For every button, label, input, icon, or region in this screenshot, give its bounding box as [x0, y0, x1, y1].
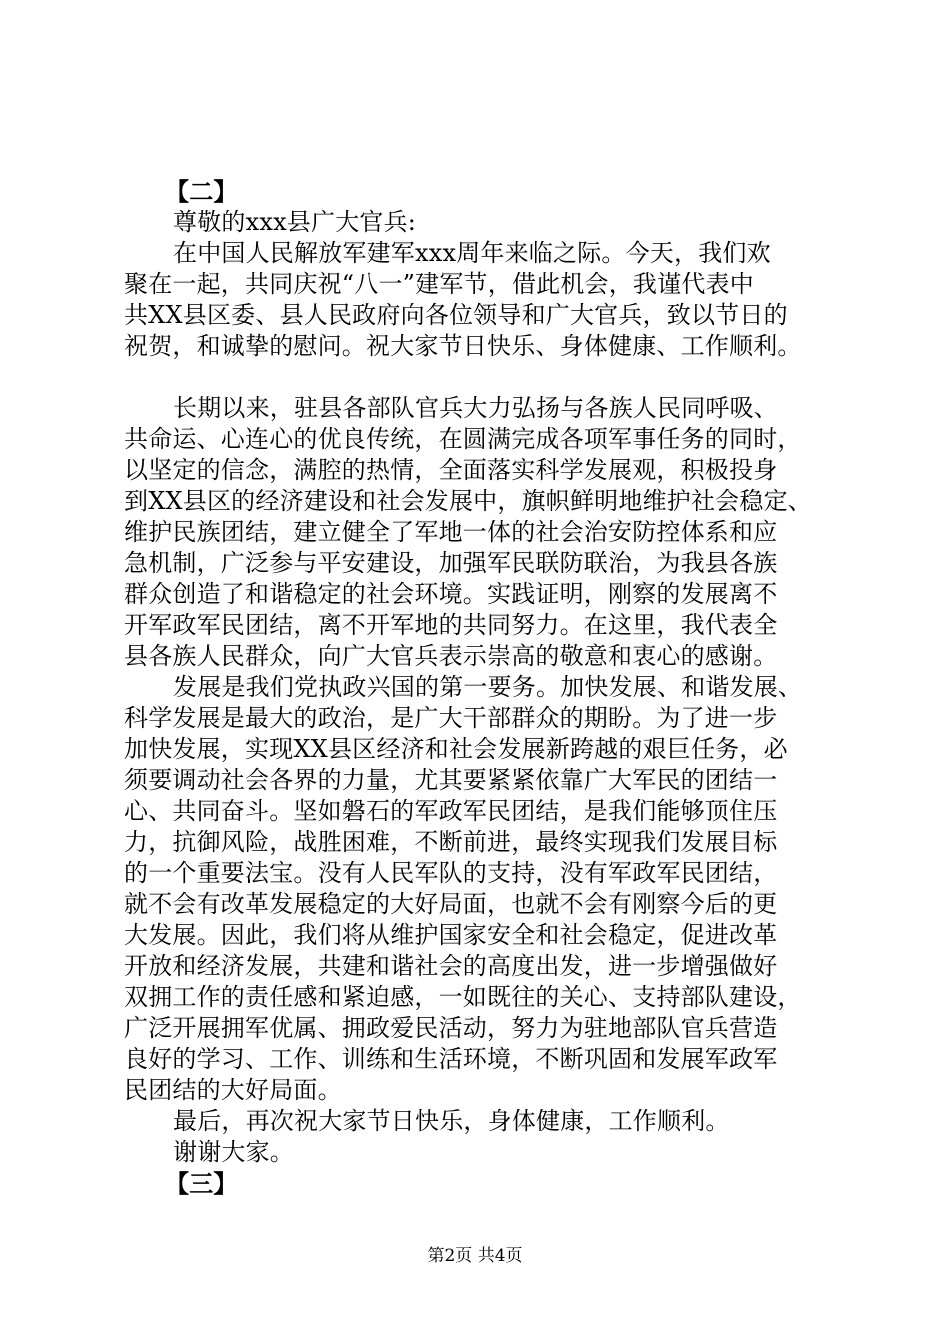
- section-heading-3: 【三】: [165, 1169, 238, 1198]
- paragraph-line: 民团结的大好局面。: [124, 1076, 342, 1104]
- paragraph-line: 力，抗御风险，战胜困难，不断前进，最终实现我们发展目标: [124, 828, 778, 856]
- paragraph-line: 共XX县区委、县人民政府向各位领导和广大官兵，致以节日的: [124, 301, 788, 329]
- paragraph-line: 祝贺，和诚挚的慰问。祝大家节日快乐、身体健康、工作顺利。: [124, 332, 802, 360]
- paragraph-line: 就不会有改革发展稳定的大好局面，也就不会有刚察今后的更: [124, 890, 778, 918]
- paragraph-line: 开放和经济发展，共建和谐社会的高度出发，进一步增强做好: [124, 952, 778, 980]
- paragraph-line: 共命运、心连心的优良传统，在圆满完成各项军事任务的同时，: [124, 425, 802, 453]
- paragraph-line: 维护民族团结，建立健全了军地一体的社会治安防控体系和应: [124, 518, 778, 546]
- paragraph-line: 县各族人民群众，向广大官兵表示崇高的敬意和衷心的感谢。: [124, 642, 778, 670]
- page-indicator: 第2页 共4页: [427, 1246, 523, 1266]
- paragraph-line: 良好的学习、工作、训练和生活环境，不断巩固和发展军政军: [124, 1045, 778, 1073]
- paragraph-line: 急机制，广泛参与平安建设，加强军民联防联治，为我县各族: [124, 549, 778, 577]
- paragraph-1: [124, 238, 844, 362]
- paragraph-line: 广泛开展拥军优属、拥政爱民活动，努力为驻地部队官兵营造: [124, 1014, 778, 1042]
- paragraph-2: [124, 393, 844, 672]
- document-body: [124, 176, 844, 1199]
- paragraph-line: 以坚定的信念，满腔的热情，全面落实科学发展观，积极投身: [124, 456, 778, 484]
- paragraph-line: 群众创造了和谐稳定的社会环境。实践证明，刚察的发展离不: [124, 580, 778, 608]
- paragraph-line: 双拥工作的责任感和紧迫感，一如既往的关心、支持部队建设，: [124, 983, 802, 1011]
- paragraph-line: 的一个重要法宝。没有人民军队的支持，没有军政军民团结，: [124, 859, 778, 887]
- paragraph-3: [124, 672, 844, 1106]
- paragraph-line: 到XX县区的经济建设和社会发展中，旗帜鲜明地维护社会稳定、: [124, 487, 812, 515]
- paragraph-line: 长期以来，驻县各部队官兵大力弘扬与各族人民同呼吸、: [173, 394, 778, 422]
- paragraph-line: 加快发展，实现XX县区经济和社会发展新跨越的艰巨任务，必: [124, 735, 788, 763]
- paragraph-line: 发展是我们党执政兴国的第一要务。加快发展、和谐发展、: [173, 673, 803, 701]
- paragraph-line: 在中国人民解放军建军xxx周年来临之际。今天，我们欢: [173, 239, 771, 267]
- closing-wishes: 最后，再次祝大家节日快乐，身体健康，工作顺利。: [173, 1107, 730, 1135]
- paragraph-line: 聚在一起，共同庆祝“八一”建军节，借此机会，我谨代表中: [124, 270, 754, 298]
- paragraph-line: 须要调动社会各界的力量，尤其要紧紧依靠广大军民的团结一: [124, 766, 778, 794]
- paragraph-line: 大发展。因此，我们将从维护国家安全和社会稳定，促进改革: [124, 921, 778, 949]
- paragraph-line: 科学发展是最大的政治，是广大干部群众的期盼。为了进一步: [124, 704, 778, 732]
- closing-thanks: 谢谢大家。: [173, 1138, 294, 1166]
- salutation: 尊敬的xxx县广大官兵:: [173, 208, 417, 236]
- paragraph-line: 开军政军民团结，离不开军地的共同努力。在这里，我代表全: [124, 611, 778, 639]
- section-heading-2: 【二】: [165, 177, 238, 206]
- paragraph-spacer: [124, 362, 844, 393]
- paragraph-line: 心、共同奋斗。坚如磐石的军政军民团结，是我们能够顶住压: [124, 797, 778, 825]
